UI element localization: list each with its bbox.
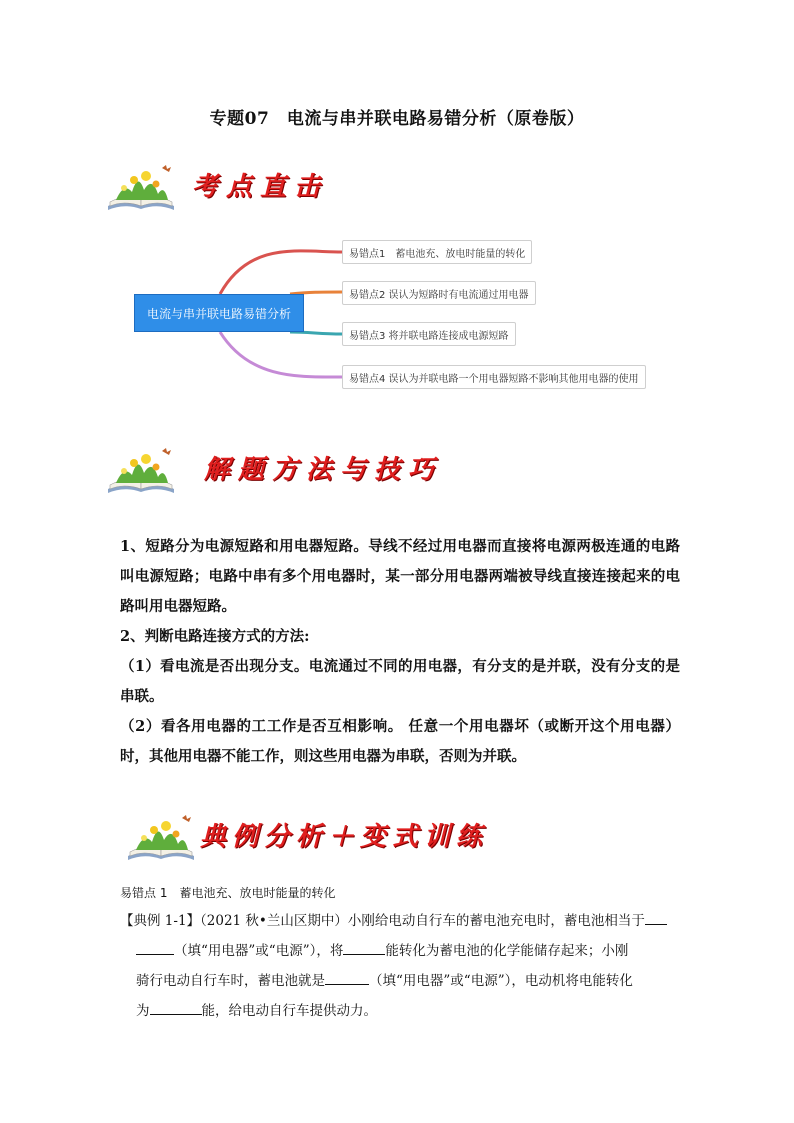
branch-line-3 bbox=[290, 332, 342, 334]
example-text: （填“用电器”或“电源”），电动机将电能转化 bbox=[369, 973, 633, 989]
example-block bbox=[120, 906, 680, 1026]
branch-line-4 bbox=[220, 332, 342, 377]
section-title: 考点直击 bbox=[192, 172, 329, 202]
method-paragraph-2: 2、判断电路连接方式的方法: bbox=[120, 628, 310, 645]
open-book-flowers-icon bbox=[124, 812, 198, 866]
answer-blank-1-cont[interactable] bbox=[136, 940, 174, 955]
document-title: 专题07 电流与串并联电路易错分析（原卷版） bbox=[209, 109, 585, 129]
example-line-3 bbox=[120, 966, 680, 996]
example-point-heading: 易错点 1 蓄电池充、放电时能量的转化 bbox=[120, 886, 336, 900]
mindmap-root: 电流与串并联电路易错分析 bbox=[134, 294, 304, 332]
example-text: 骑行电动自行车时，蓄电池就是 bbox=[136, 973, 325, 989]
mindmap-branch-4: 易错点4 误认为并联电路一个用电器短路不影响其他用电器的使用 bbox=[342, 365, 646, 389]
example-line-2 bbox=[120, 936, 680, 966]
example-text: 【典例 1-1】（2021 秋•兰山区期中）小刚给电动自行车的蓄电池充电时，蓄电池相当于 bbox=[120, 913, 645, 929]
example-text: 能，给电动自行车提供动力。 bbox=[201, 1003, 377, 1019]
answer-blank-4[interactable] bbox=[150, 1000, 202, 1015]
answer-blank-1[interactable] bbox=[645, 910, 667, 925]
mindmap-branch-3: 易错点3 将并联电路连接成电源短路 bbox=[342, 322, 516, 346]
mindmap-connectors bbox=[0, 0, 794, 420]
open-book-flowers-icon bbox=[104, 445, 178, 499]
method-paragraph-4: （2）看各用电器的工工作是否互相影响。 任意一个用电器坏（或断开这个用电器）时，其他用电器不能工作，则这些用电器为串联，否则为并联。 bbox=[120, 718, 680, 765]
methods-block bbox=[120, 532, 680, 772]
method-paragraph-1: 1、短路分为电源短路和用电器短路。导线不经过用电器而直接将电源两极连通的电路叫电源短路；电路中串有多个用电器时，某一部分用电器两端被导线直接连接起来的电路叫用电器短路。 bbox=[120, 538, 680, 615]
example-line-1 bbox=[120, 906, 680, 936]
example-text: （填“用电器”或“电源”），将 bbox=[174, 943, 344, 959]
section-title: 解题方法与技巧 bbox=[204, 455, 443, 485]
mindmap-branch-2: 易错点2 误认为短路时有电流通过用电器 bbox=[342, 281, 536, 305]
example-line-4 bbox=[120, 996, 680, 1026]
section-title: 典例分析＋变式训练 bbox=[200, 822, 489, 852]
answer-blank-2[interactable] bbox=[343, 940, 385, 955]
mindmap-branch-1: 易错点1 蓄电池充、放电时能量的转化 bbox=[342, 240, 532, 264]
branch-line-1 bbox=[220, 251, 342, 294]
example-text: 能转化为蓄电池的化学能储存起来；小刚 bbox=[385, 943, 629, 959]
answer-blank-3[interactable] bbox=[325, 970, 369, 985]
method-paragraph-3: （1）看电流是否出现分支。电流通过不同的用电器，有分支的是并联，没有分支的是串联。 bbox=[120, 658, 680, 705]
example-text: 为 bbox=[136, 1003, 150, 1019]
